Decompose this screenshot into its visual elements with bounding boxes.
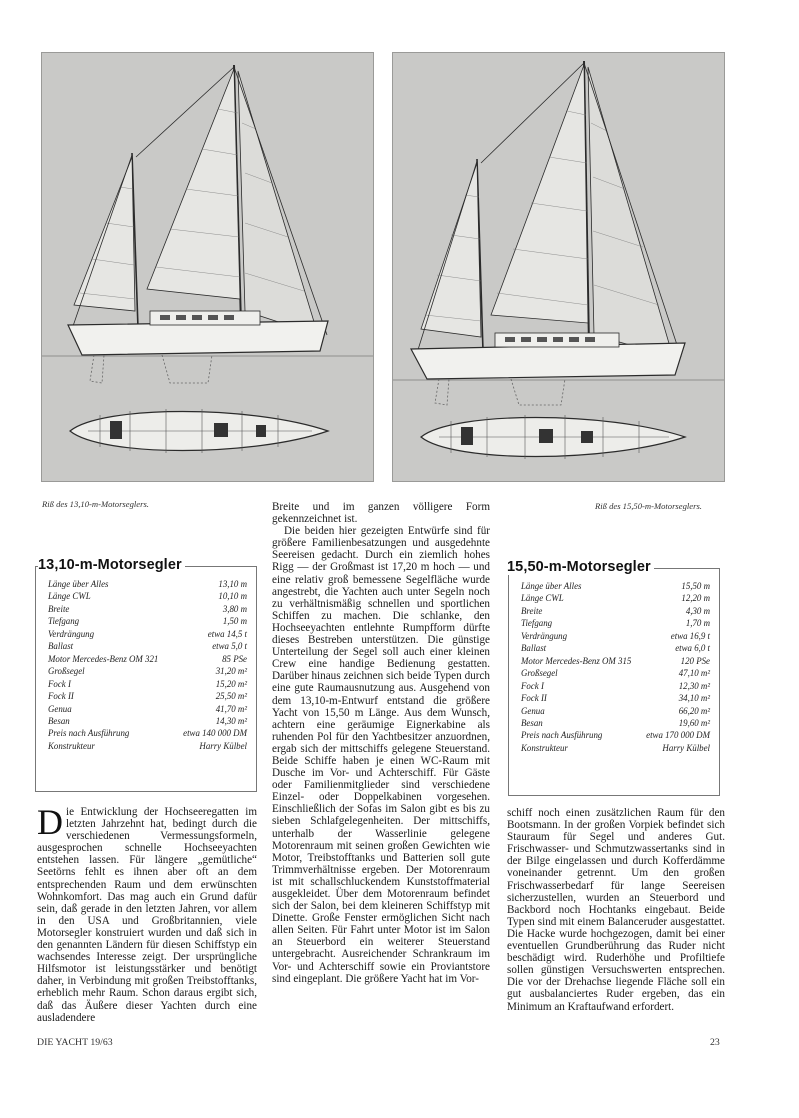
rudder xyxy=(90,355,104,383)
spec-value: etwa 170 000 DM xyxy=(646,730,710,741)
spec-list-15m xyxy=(521,580,710,754)
caption-left: Riß des 13,10-m-Motorseglers. xyxy=(42,499,149,509)
spec-value: 25,50 m² xyxy=(215,691,247,702)
spec-box-13m xyxy=(35,566,257,792)
spec-row xyxy=(48,678,247,690)
spec-value: 1,50 m xyxy=(222,616,247,627)
spec-label: Fock I xyxy=(521,680,544,691)
spec-label: Motor Mercedes-Benz OM 315 xyxy=(521,655,632,666)
spec-value: etwa 14,5 t xyxy=(207,628,247,639)
spec-row xyxy=(48,615,247,627)
sail-plan-15m-svg xyxy=(393,53,724,481)
spec-row xyxy=(521,642,710,654)
genoa-sail xyxy=(588,67,673,357)
spec-value: etwa 5,0 t xyxy=(212,641,247,652)
spec-value: 10,10 m xyxy=(218,591,247,602)
spec-value: 13,10 m xyxy=(218,579,247,589)
sail-plan-15m-drawing xyxy=(392,52,725,482)
spec-label: Ballast xyxy=(48,641,74,652)
spec-value: 19,60 m² xyxy=(678,717,710,728)
spec-value: 1,70 m xyxy=(685,618,710,629)
spec-value: 12,20 m xyxy=(681,593,710,604)
spec-label: Tiefgang xyxy=(48,616,80,627)
spec-label: Länge CWL xyxy=(48,591,91,602)
spec-label: Länge über Alles xyxy=(521,581,582,591)
spec-label: Großsegel xyxy=(521,668,558,679)
spec-value: 34,10 m² xyxy=(678,693,710,704)
spec-value: 66,20 m² xyxy=(678,705,710,716)
page-number: 23 xyxy=(710,1037,720,1048)
paragraph-2: Die beiden hier gezeigten Entwürfe sind für größere Familienbesatzungen und ausgedehnte Seereisen gedacht. Durch ein ziemlich hohes Rigg — der Großmast ist 17,20 m hoch — und eine relativ groß bemessene Segelfläche wurde angestrebt, die Yachten auch unter Segeln noch zu verhältnismäßig schnellen und sportlichen Schiffen zu machen. Die schlanke, den Hochseeyachten entlehnte Rumpfform dürfte dieses Bestreben unterstützen. Die günstige Unterteilung der Segel soll auch einer kleinen Crew eine handige Bedienung gestatten. Darüber hinaus zeichnen sich beide Typen durch eine gute Raumausnutzung aus. Ausgehend von dem 13,10-m-Entwurf entstand die größere Yacht von 15,50 m Länge. Aus dem Wunsch, achtern eine geräumige Eignerkabine als ruhenden Pol für den Yachtbesitzer anzuordnen, ergab sich der mittschiffs gelegene Steuerstand. Beide Schiffe haben je einen WC-Raum mit Dusche im Vor- und Achterschiff. Für Gäste oder Familienmitglieder sind verschiedene Einzel- oder Doppelkabinen vorgesehen. Einschließlich der Sofas im Salon gibt es bis zu sieben Schlafgelegenheiten. Der mittschiffs, unterhalb der Wasserlinie gelegene Motorenraum mit seinen großen Gewichten wie Motor, Treibstofftanks und Batterien soll gute Trimmverhältnisse ergeben. Der Motorenraum ist mit schallschluckendem Kunststoffmaterial ausgekleidet. Über dem Motorenraum befindet sich der Salon, bei dem kleineren Schiffstyp mit Dinette. Große Fenster ermöglichen Sicht nach allen Seiten. Für Fahrt unter Motor ist im Salon an Steuerbord ein weiterer Steuerstand untergebracht. Ausreichender Schrankraum im Vor- und Achterschiff sowie ein Proviantstore sind eingeplant. Die größere Yacht hat im Vor- xyxy=(272,525,490,985)
spec-label: Länge über Alles xyxy=(48,579,109,589)
spec-row xyxy=(48,665,247,677)
spec-row xyxy=(521,692,710,704)
spec-value: Harry Külbel xyxy=(199,740,247,751)
keel xyxy=(162,355,212,383)
spec-row xyxy=(521,717,710,729)
spec-row xyxy=(521,680,710,692)
spec-row xyxy=(48,628,247,640)
article-intro: ie Entwicklung der Hochseeregatten im letzten Jahrzehnt hat, bedingt durch die verschiedenen Vermessungsformeln, ausgesprochen schnelle Hochseeyachten entstehen lassen. Für längere „gemütliche“ Seetörns fehlt es ihnen aber oft an dem entsprechenden Raum und dem erwünschten Wohnkomfort. Das mag auch ein Grund dafür sein, daß gerade in den letzten Jahren, vor allem in den USA und Großbritannien, viele Motorsegler konstruiert wurden und daß sich in den genannten Ländern für diesen Schiffstyp ein wachsendes Interesse zeigt. Der ursprüngliche Hilfsmotor ist leistungsstärker und benötigt daher, in Verbindung mit großen Treibstofftanks, erheblich mehr Raum. Schon daraus ergibt sich, daß das Äußere dieser Yachten durch eine ausladendere xyxy=(37,806,257,1024)
magazine-issue: DIE YACHT 19/63 xyxy=(37,1037,113,1048)
paragraph-3: schiff noch einen zusätzlichen Raum für den Bootsmann. In der großen Vorpiek befindet sich Stauraum für Segel und anderes Gut. Frischwasser- und Schmutzwassertanks sind in der Bilge eingelassen und durch Kofferdämme voneinander getrennt. Um den großen Frischwasserbedarf für lange Seereisen sicherzustellen, wurden an Steuerbord und Backbord noch Hochtanks eingebaut. Beide Typen sind mit einem Balanceruder ausgestattet. Die Hacke wurde hochgezogen, damit bei einer eventuellen Grundberührung das Ruder nicht beschädigt wird. Ruderhöhe und Profiltiefe sollen günstigen Versuchswerten entsprechen. Die vor der Drehachse liegende Fläche soll ein gut ausbalanciertes Ruder ergeben, das ein Minimum an Kraftaufwand erfordert. xyxy=(507,807,725,1013)
spec-value: 41,70 m² xyxy=(215,703,247,714)
spec-value: Harry Külbel xyxy=(662,742,710,753)
spec-value: 15,50 m xyxy=(681,581,710,591)
spec-label: Fock II xyxy=(521,693,547,704)
spec-label: Konstrukteur xyxy=(48,740,95,751)
caption-right: Riß des 15,50-m-Motorseglers. xyxy=(595,501,702,511)
spec-value: 15,20 m² xyxy=(215,678,247,689)
spec-label: Besan xyxy=(521,717,543,728)
keel xyxy=(511,379,565,405)
spec-value: 3,80 m xyxy=(222,603,247,614)
spec-label: Preis nach Ausführung xyxy=(521,730,603,741)
spec-title-15m: 15,50-m-Motorsegler xyxy=(507,559,654,575)
spec-label: Länge CWL xyxy=(521,593,564,604)
spec-label: Tiefgang xyxy=(521,618,553,629)
spec-row xyxy=(48,603,247,615)
text-column-3 xyxy=(507,807,725,1013)
spec-label: Genua xyxy=(48,703,72,714)
spec-value: 14,30 m² xyxy=(215,715,247,726)
spec-box-15m xyxy=(508,568,720,796)
drop-cap: D xyxy=(37,802,63,842)
spec-row xyxy=(48,653,247,665)
mainsail xyxy=(491,65,588,323)
spec-value: 85 PSe xyxy=(222,653,247,664)
spec-row xyxy=(48,578,247,590)
spec-label: Großsegel xyxy=(48,666,85,677)
rudder xyxy=(435,379,449,405)
spec-row xyxy=(48,690,247,702)
spec-row xyxy=(521,617,710,629)
spec-row xyxy=(521,630,710,642)
spec-label: Verdrängung xyxy=(48,628,95,639)
spec-row xyxy=(48,640,247,652)
sail-plan-13m-svg xyxy=(42,53,373,481)
text-column-1 xyxy=(37,802,257,1024)
spec-label: Motor Mercedes-Benz OM 321 xyxy=(48,653,159,664)
spec-value: etwa 140 000 DM xyxy=(183,728,247,739)
spec-row xyxy=(521,667,710,679)
spec-label: Fock I xyxy=(48,678,71,689)
spec-row xyxy=(48,715,247,727)
spec-row xyxy=(48,740,247,752)
spec-row xyxy=(48,590,247,602)
spec-row xyxy=(521,705,710,717)
text-column-2 xyxy=(272,501,490,985)
spec-row xyxy=(521,592,710,604)
spec-label: Preis nach Ausführung xyxy=(48,728,130,739)
mainsail xyxy=(147,69,240,299)
spec-label: Ballast xyxy=(521,643,547,654)
spec-label: Verdrängung xyxy=(521,630,568,641)
spec-row xyxy=(521,655,710,667)
spec-value: 4,30 m xyxy=(685,605,710,616)
hull-profile xyxy=(411,343,685,379)
spec-label: Breite xyxy=(521,605,543,616)
spec-row xyxy=(48,727,247,739)
hull-profile xyxy=(68,321,328,355)
spec-label: Breite xyxy=(48,603,70,614)
spec-row xyxy=(48,703,247,715)
spec-value: etwa 6,0 t xyxy=(675,643,710,654)
spec-value: 120 PSe xyxy=(680,655,710,666)
spec-title-13m: 13,10-m-Motorsegler xyxy=(38,557,185,573)
spec-list-13m xyxy=(48,578,247,752)
spec-value: 12,30 m² xyxy=(678,680,710,691)
spec-row xyxy=(521,729,710,741)
spec-row xyxy=(521,605,710,617)
spec-label: Konstrukteur xyxy=(521,742,568,753)
spec-value: etwa 16,9 t xyxy=(670,630,710,641)
spec-label: Fock II xyxy=(48,691,74,702)
spec-label: Besan xyxy=(48,715,70,726)
spec-row xyxy=(521,580,710,592)
sail-plan-13m-drawing xyxy=(41,52,374,482)
spec-row xyxy=(521,742,710,754)
spec-value: 47,10 m² xyxy=(678,668,710,679)
paragraph-1: Breite und im ganzen völligere Form gekennzeichnet ist. xyxy=(272,501,490,526)
spec-label: Genua xyxy=(521,705,545,716)
spec-value: 31,20 m² xyxy=(215,666,247,677)
genoa-sail xyxy=(238,71,318,335)
